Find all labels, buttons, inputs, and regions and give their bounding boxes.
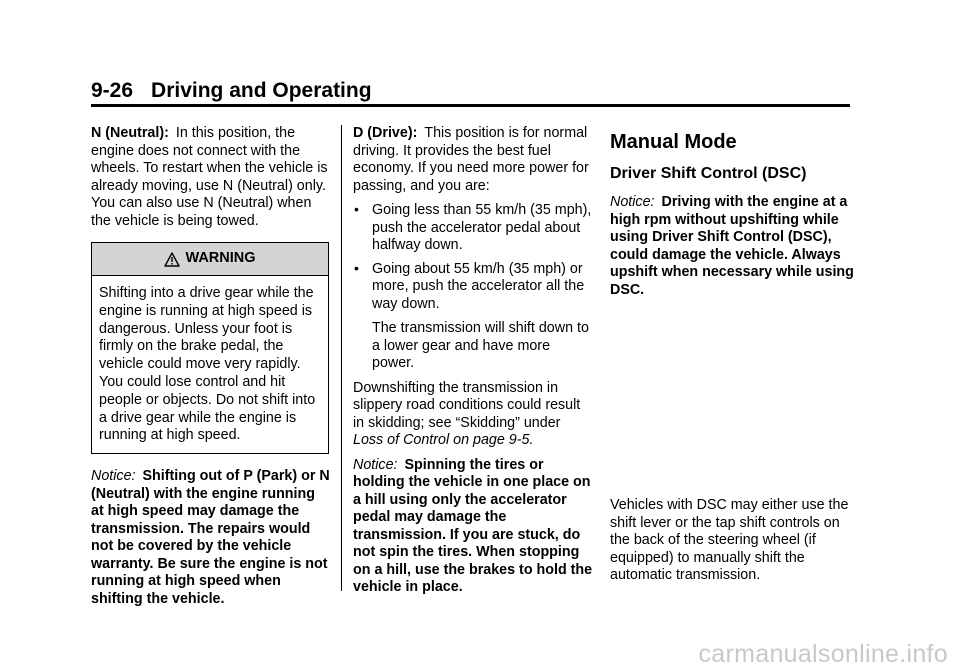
warning-triangle-icon: [164, 252, 180, 267]
neutral-text: In this position, the engine does not connect with the wheels. To restart when the vehicle is already moving, use N (Neutral) only. You can also use N (Neutral) when the vehicle is being towed.: [91, 125, 328, 229]
cross-reference: Loss of Control on page 9-5.: [353, 432, 534, 448]
column-3-bottom-paragraph: Vehicles with DSC may either use the shift lever or the tap shift controls on the back of the steering wheel (if equipped) to manually shift the automatic transmission.: [610, 497, 849, 583]
notice-text: Driving with the engine at a high rpm without upshifting while using Driver Shift Control (DSC), could damage the vehicle. Always upshift when necessary while using DSC.: [610, 194, 854, 298]
notice-paragraph-1: [91, 468, 331, 608]
drive-text: This position is for normal driving. It provides the best fuel economy. If you need more power for passing, and you are:: [353, 125, 589, 194]
notice-label: Notice:: [353, 456, 398, 473]
page-header: [91, 78, 372, 104]
page-number: 9-26: [91, 79, 134, 102]
bullet-icon: •: [354, 201, 359, 217]
notice-label: Notice:: [610, 194, 655, 210]
drive-paragraph: [353, 125, 595, 195]
bullet-text-2: Going about 55 km/h (35 mph) or more, push the accelerator all the way down.: [372, 260, 585, 312]
downshift-paragraph: [353, 380, 595, 450]
notice-paragraph-2: [353, 457, 595, 597]
watermark: carmanualsonline.info: [698, 640, 948, 668]
warning-title: WARNING: [185, 250, 256, 267]
header-rule: [91, 104, 850, 107]
bullet-icon: •: [354, 259, 359, 276]
neutral-paragraph: [91, 125, 331, 230]
chapter-title: Driving and Operating: [151, 79, 372, 102]
notice-text: Shifting out of P (Park) or N (Neutral) with the engine running at high speed may damage the transmission. The repairs would not be covered by the vehicle warranty. Be sure the engine is not running at high speed when shifting the vehicle.: [91, 468, 330, 607]
subsection-title: Driver Shift Control (DSC): [610, 165, 807, 182]
column-divider: [341, 125, 342, 591]
neutral-label: N (Neutral):: [91, 125, 169, 141]
warning-header: [92, 243, 328, 276]
list-item: [353, 261, 595, 314]
column-3: [610, 127, 855, 306]
warning-box: [91, 242, 329, 454]
notice-label: Notice:: [91, 468, 136, 485]
notice-text: Spinning the tires or holding the vehicle in one place on a hill using only the accelerator pedal may damage the transmission. If you are stuck, do not spin the tires. When stopping on a hill, use the brakes to hold the vehicle in place.: [353, 456, 593, 595]
column-2: [353, 125, 595, 604]
column-1: [91, 125, 331, 615]
sub-paragraph: The transmission will shift down to a lower gear and have more power.: [372, 320, 589, 371]
bullet-text-1: Going less than 55 km/h (35 mph), push the accelerator pedal about halfway down.: [372, 202, 592, 253]
section-title: Manual Mode: [610, 131, 737, 153]
notice-paragraph-3: [610, 194, 855, 299]
bullet-list: [353, 202, 595, 313]
drive-label: D (Drive):: [353, 125, 418, 141]
list-item: [353, 202, 595, 255]
downshift-text: Downshifting the transmission in slippery road conditions could result in skidding; see “Skidding” under: [353, 379, 581, 431]
warning-body: Shifting into a drive gear while the engine is running at high speed is dangerous. Unless your foot is firmly on the brake pedal, the vehicle could move very rapidly. You could lose control and hit people or objects. Do not shift into a drive gear while the engine is running at high speed.: [99, 285, 316, 444]
